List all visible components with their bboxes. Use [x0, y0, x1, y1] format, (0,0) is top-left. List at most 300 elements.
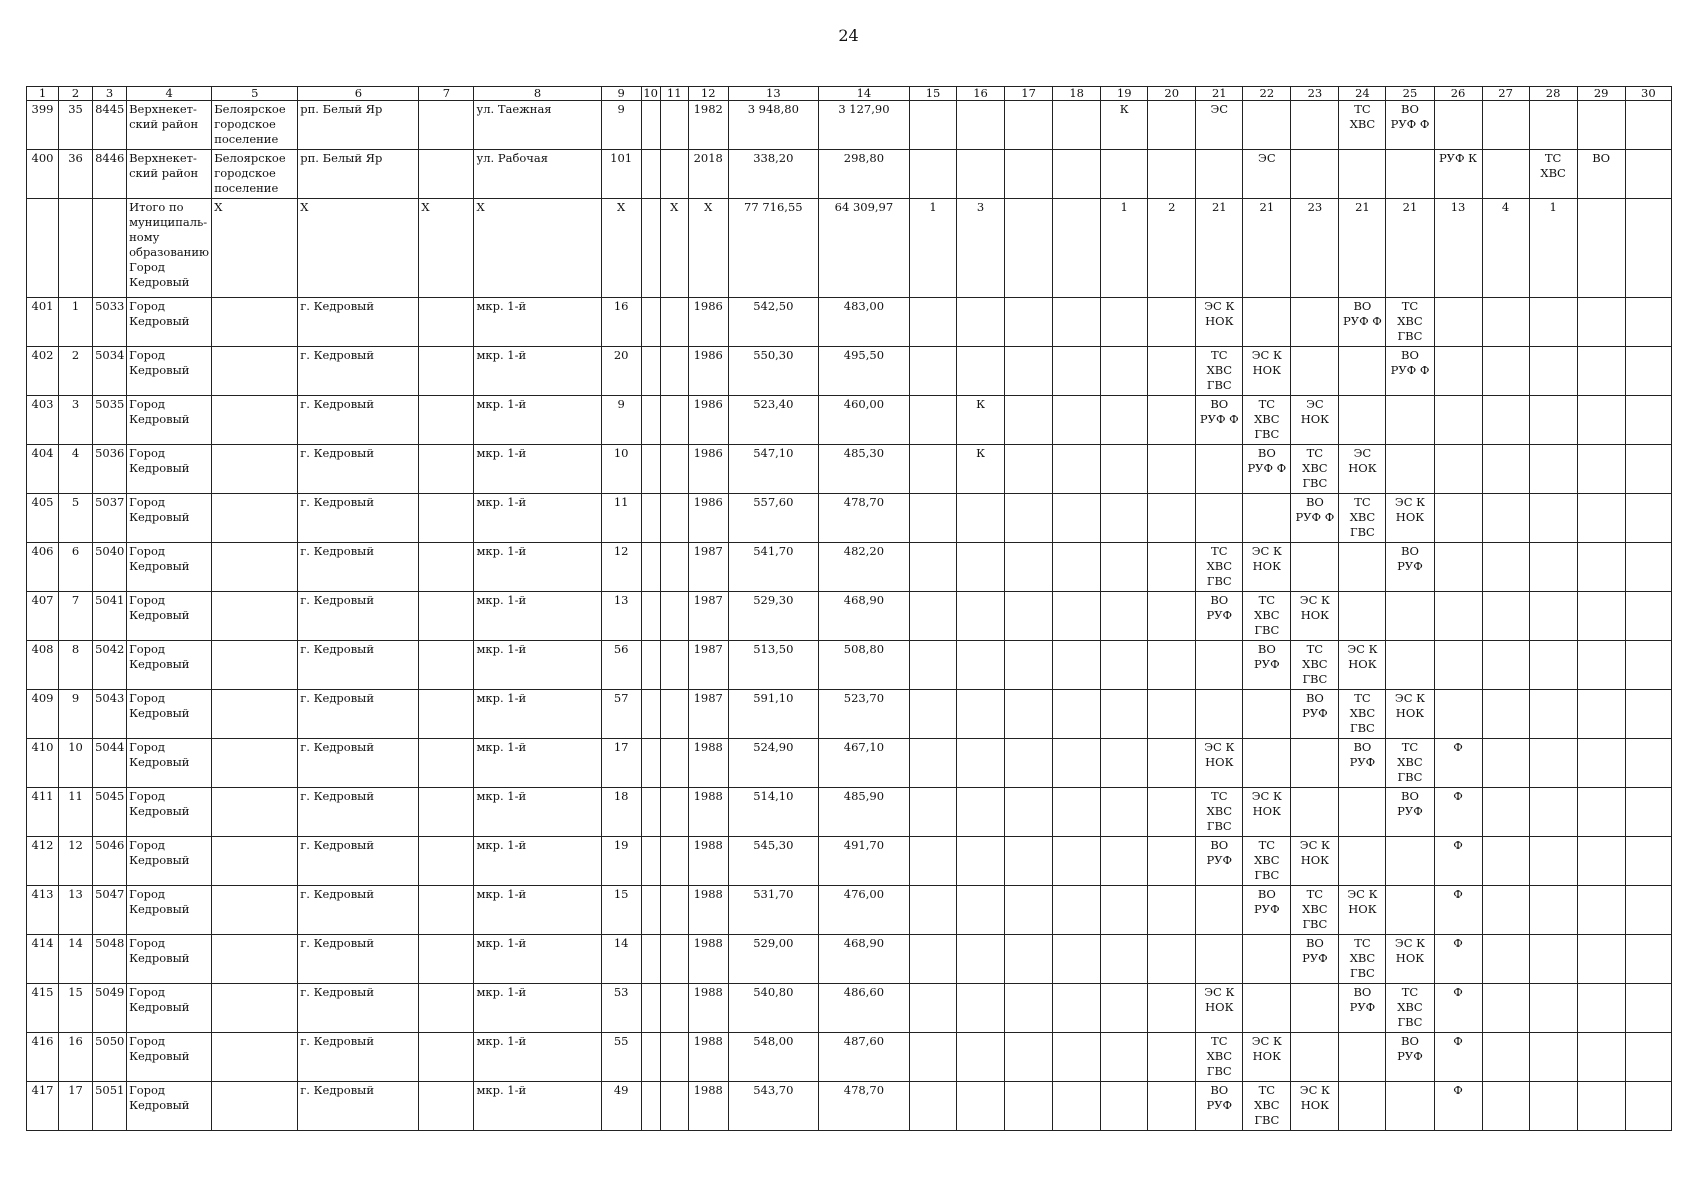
cell-house-number: 15 [601, 886, 641, 935]
cell-row-no: 412 [27, 837, 59, 886]
cell-col-22: ЭС К НОК [1243, 788, 1291, 837]
cell-settlement [212, 347, 298, 396]
column-header-8: 8 [474, 87, 601, 101]
cell-local-no: 1 [59, 298, 93, 347]
cell-col-25 [1386, 641, 1434, 690]
cell-house-number: 57 [601, 690, 641, 739]
cell-local-no: 36 [59, 150, 93, 199]
cell-col-11 [660, 445, 688, 494]
cell-house-id: 5034 [93, 347, 127, 396]
cell-col-25: ТС ХВС ГВС [1386, 298, 1434, 347]
cell-settlement [212, 641, 298, 690]
table-row [27, 1082, 1672, 1131]
cell-house-number: 9 [601, 396, 641, 445]
cell-house-number: 19 [601, 837, 641, 886]
cell-settlement [212, 690, 298, 739]
cell-col-21 [1196, 494, 1243, 543]
page-number: 24 [838, 26, 859, 45]
cell-year-built: Х [688, 199, 728, 298]
cell-street-type [419, 984, 474, 1033]
cell-settlement: Белоярское городское поселение [212, 150, 298, 199]
cell-house-number: 101 [601, 150, 641, 199]
cell-col-28 [1529, 984, 1577, 1033]
cell-col-26 [1434, 592, 1482, 641]
cell-street: мкр. 1-й [474, 886, 601, 935]
cell-col-30 [1625, 935, 1671, 984]
cell-col-29 [1577, 298, 1625, 347]
cell-col-17 [1005, 150, 1053, 199]
cell-col-26: Ф [1434, 935, 1482, 984]
cell-house-id: 5041 [93, 592, 127, 641]
cell-col-27 [1482, 101, 1529, 150]
cell-street: ул. Рабочая [474, 150, 601, 199]
cell-total-area: 523,40 [728, 396, 818, 445]
cell-municipality: Город Кедровый [127, 1082, 212, 1131]
cell-year-built: 1986 [688, 298, 728, 347]
cell-col-24 [1339, 788, 1386, 837]
cell-municipality: Город Кедровый [127, 984, 212, 1033]
cell-col-11 [660, 150, 688, 199]
cell-total-area: 529,00 [728, 935, 818, 984]
cell-col-10 [641, 150, 660, 199]
cell-house-number: 56 [601, 641, 641, 690]
cell-total-area: 547,10 [728, 445, 818, 494]
cell-col-24: 21 [1339, 199, 1386, 298]
cell-row-no: 401 [27, 298, 59, 347]
cell-col-22: ЭС К НОК [1243, 543, 1291, 592]
cell-col-10 [641, 837, 660, 886]
cell-col-26 [1434, 347, 1482, 396]
cell-col-15 [909, 837, 956, 886]
cell-col-10 [641, 984, 660, 1033]
cell-col-11 [660, 984, 688, 1033]
cell-settlement [212, 1033, 298, 1082]
cell-total-area: 524,90 [728, 739, 818, 788]
cell-col-24: ВО РУФ [1339, 984, 1386, 1033]
cell-col-18 [1053, 886, 1101, 935]
cell-col-19 [1101, 984, 1148, 1033]
cell-col-30 [1625, 543, 1671, 592]
cell-settlement [212, 396, 298, 445]
cell-total-area: 540,80 [728, 984, 818, 1033]
column-header-28: 28 [1529, 87, 1577, 101]
cell-street: мкр. 1-й [474, 1033, 601, 1082]
cell-col-21: ЭС К НОК [1196, 298, 1243, 347]
cell-col-26 [1434, 690, 1482, 739]
cell-col-18 [1053, 984, 1101, 1033]
cell-house-id: 5051 [93, 1082, 127, 1131]
table-row [27, 641, 1672, 690]
cell-col-15 [909, 886, 956, 935]
cell-col-27 [1482, 739, 1529, 788]
cell-settlement [212, 739, 298, 788]
cell-row-no: 399 [27, 101, 59, 150]
cell-street: Х [474, 199, 601, 298]
cell-municipality: Город Кедровый [127, 347, 212, 396]
cell-col-19 [1101, 445, 1148, 494]
cell-col-11 [660, 886, 688, 935]
cell-col-29 [1577, 199, 1625, 298]
cell-settlement [212, 1082, 298, 1131]
cell-col-29 [1577, 935, 1625, 984]
cell-col-18 [1053, 641, 1101, 690]
cell-col-27 [1482, 788, 1529, 837]
cell-col-21: 21 [1196, 199, 1243, 298]
table-row [27, 347, 1672, 396]
cell-locality: г. Кедровый [298, 298, 419, 347]
cell-col-24 [1339, 543, 1386, 592]
cell-col-26: Ф [1434, 1082, 1482, 1131]
cell-locality: г. Кедровый [298, 347, 419, 396]
cell-street-type [419, 592, 474, 641]
cell-street: мкр. 1-й [474, 592, 601, 641]
cell-street-type [419, 150, 474, 199]
cell-house-id: 5043 [93, 690, 127, 739]
cell-col-17 [1005, 690, 1053, 739]
cell-col-28 [1529, 298, 1577, 347]
cell-col-30 [1625, 788, 1671, 837]
cell-col-16 [957, 592, 1005, 641]
cell-municipality: Город Кедровый [127, 592, 212, 641]
cell-street-type [419, 1033, 474, 1082]
cell-col-22: ВО РУФ [1243, 641, 1291, 690]
cell-row-no: 410 [27, 739, 59, 788]
cell-locality: г. Кедровый [298, 1082, 419, 1131]
cell-house-id: 5049 [93, 984, 127, 1033]
cell-col-22: 21 [1243, 199, 1291, 298]
cell-col-29 [1577, 984, 1625, 1033]
column-header-23: 23 [1291, 87, 1339, 101]
cell-row-no: 400 [27, 150, 59, 199]
cell-street: мкр. 1-й [474, 543, 601, 592]
cell-col-11 [660, 396, 688, 445]
cell-year-built: 1986 [688, 494, 728, 543]
cell-total-area: 338,20 [728, 150, 818, 199]
cell-locality: г. Кедровый [298, 984, 419, 1033]
cell-total-area: 550,30 [728, 347, 818, 396]
cell-street: мкр. 1-й [474, 445, 601, 494]
cell-row-no: 409 [27, 690, 59, 739]
cell-col-21 [1196, 935, 1243, 984]
cell-row-no: 413 [27, 886, 59, 935]
cell-col-19 [1101, 150, 1148, 199]
cell-col-30 [1625, 347, 1671, 396]
column-header-10: 10 [641, 87, 660, 101]
total-row [27, 199, 1672, 298]
cell-row-no: 417 [27, 1082, 59, 1131]
cell-house-number: 17 [601, 739, 641, 788]
cell-house-number: 10 [601, 445, 641, 494]
cell-col-10 [641, 1033, 660, 1082]
cell-municipality: Город Кедровый [127, 739, 212, 788]
cell-col-27 [1482, 150, 1529, 199]
cell-total-area: 541,70 [728, 543, 818, 592]
cell-street: мкр. 1-й [474, 935, 601, 984]
cell-living-area: 64 309,97 [818, 199, 909, 298]
column-header-21: 21 [1196, 87, 1243, 101]
cell-street-type [419, 739, 474, 788]
cell-col-27 [1482, 592, 1529, 641]
cell-col-25 [1386, 592, 1434, 641]
cell-street-type [419, 690, 474, 739]
cell-col-30 [1625, 101, 1671, 150]
cell-house-number: 53 [601, 984, 641, 1033]
cell-year-built: 1988 [688, 984, 728, 1033]
cell-house-id: 5050 [93, 1033, 127, 1082]
cell-settlement: Х [212, 199, 298, 298]
cell-year-built: 2018 [688, 150, 728, 199]
cell-living-area: 482,20 [818, 543, 909, 592]
cell-street-type [419, 1082, 474, 1131]
cell-total-area: 529,30 [728, 592, 818, 641]
cell-col-16 [957, 788, 1005, 837]
cell-living-area: 486,60 [818, 984, 909, 1033]
cell-col-26 [1434, 396, 1482, 445]
cell-col-30 [1625, 984, 1671, 1033]
cell-locality: г. Кедровый [298, 543, 419, 592]
cell-col-23: ТС ХВС ГВС [1291, 641, 1339, 690]
cell-col-21 [1196, 150, 1243, 199]
cell-col-21: ЭС [1196, 101, 1243, 150]
cell-col-11 [660, 641, 688, 690]
column-header-7: 7 [419, 87, 474, 101]
cell-col-20 [1148, 690, 1196, 739]
cell-col-22 [1243, 935, 1291, 984]
cell-col-28 [1529, 494, 1577, 543]
cell-col-27 [1482, 984, 1529, 1033]
cell-col-24: ЭС НОК [1339, 445, 1386, 494]
cell-locality: г. Кедровый [298, 837, 419, 886]
cell-col-27: 4 [1482, 199, 1529, 298]
cell-col-25 [1386, 886, 1434, 935]
cell-col-11 [660, 298, 688, 347]
cell-settlement [212, 543, 298, 592]
cell-col-25 [1386, 1082, 1434, 1131]
cell-col-26 [1434, 494, 1482, 543]
cell-living-area: 478,70 [818, 1082, 909, 1131]
cell-locality: г. Кедровый [298, 494, 419, 543]
cell-local-no: 8 [59, 641, 93, 690]
cell-row-no: 402 [27, 347, 59, 396]
cell-col-25: ЭС К НОК [1386, 494, 1434, 543]
cell-col-19 [1101, 641, 1148, 690]
cell-col-21: ЭС К НОК [1196, 739, 1243, 788]
cell-living-area: 491,70 [818, 837, 909, 886]
cell-col-17 [1005, 101, 1053, 150]
cell-house-id: 5044 [93, 739, 127, 788]
cell-house-number: 16 [601, 298, 641, 347]
cell-col-19 [1101, 1082, 1148, 1131]
cell-col-29 [1577, 837, 1625, 886]
cell-year-built: 1988 [688, 837, 728, 886]
cell-house-number: 12 [601, 543, 641, 592]
cell-municipality: Город Кедровый [127, 788, 212, 837]
cell-col-23 [1291, 347, 1339, 396]
cell-year-built: 1987 [688, 641, 728, 690]
cell-col-18 [1053, 739, 1101, 788]
cell-col-20 [1148, 641, 1196, 690]
cell-locality: г. Кедровый [298, 641, 419, 690]
cell-col-24 [1339, 347, 1386, 396]
cell-col-10 [641, 886, 660, 935]
cell-col-18 [1053, 837, 1101, 886]
cell-col-25 [1386, 837, 1434, 886]
cell-col-10 [641, 641, 660, 690]
cell-col-15 [909, 935, 956, 984]
column-header-18: 18 [1053, 87, 1101, 101]
cell-col-23 [1291, 543, 1339, 592]
cell-col-21: ЭС К НОК [1196, 984, 1243, 1033]
cell-row-no: 408 [27, 641, 59, 690]
cell-col-19 [1101, 837, 1148, 886]
cell-col-27 [1482, 690, 1529, 739]
cell-col-22 [1243, 298, 1291, 347]
cell-total-area: 513,50 [728, 641, 818, 690]
cell-col-25 [1386, 150, 1434, 199]
cell-col-11 [660, 739, 688, 788]
cell-year-built: 1988 [688, 1033, 728, 1082]
cell-col-27 [1482, 347, 1529, 396]
cell-col-10 [641, 739, 660, 788]
cell-living-area: 485,90 [818, 788, 909, 837]
cell-col-10 [641, 347, 660, 396]
cell-year-built: 1986 [688, 396, 728, 445]
cell-col-20 [1148, 347, 1196, 396]
column-header-13: 13 [728, 87, 818, 101]
cell-house-number: 49 [601, 1082, 641, 1131]
cell-col-29: ВО [1577, 150, 1625, 199]
cell-col-30 [1625, 837, 1671, 886]
cell-col-30 [1625, 494, 1671, 543]
cell-col-23: 23 [1291, 199, 1339, 298]
cell-year-built: 1988 [688, 788, 728, 837]
cell-total-area: 514,10 [728, 788, 818, 837]
cell-settlement [212, 935, 298, 984]
cell-col-23: ЭС К НОК [1291, 837, 1339, 886]
cell-street: мкр. 1-й [474, 396, 601, 445]
column-header-1: 1 [27, 87, 59, 101]
cell-col-18 [1053, 1082, 1101, 1131]
column-header-16: 16 [957, 87, 1005, 101]
cell-living-area: 508,80 [818, 641, 909, 690]
column-header-9: 9 [601, 87, 641, 101]
cell-col-26 [1434, 298, 1482, 347]
cell-col-27 [1482, 445, 1529, 494]
cell-house-number: Х [601, 199, 641, 298]
cell-col-25: ВО РУФ Ф [1386, 101, 1434, 150]
cell-col-20 [1148, 739, 1196, 788]
cell-municipality: Город Кедровый [127, 298, 212, 347]
cell-col-16 [957, 347, 1005, 396]
cell-col-23 [1291, 788, 1339, 837]
cell-row-no: 416 [27, 1033, 59, 1082]
cell-col-29 [1577, 886, 1625, 935]
table-row [27, 739, 1672, 788]
cell-col-16 [957, 543, 1005, 592]
cell-year-built: 1988 [688, 739, 728, 788]
cell-col-22 [1243, 690, 1291, 739]
cell-col-20 [1148, 543, 1196, 592]
cell-col-11 [660, 1033, 688, 1082]
cell-street-type [419, 101, 474, 150]
cell-col-24: ЭС К НОК [1339, 886, 1386, 935]
cell-col-18 [1053, 199, 1101, 298]
column-header-20: 20 [1148, 87, 1196, 101]
cell-col-15 [909, 1033, 956, 1082]
cell-col-10 [641, 690, 660, 739]
cell-col-24 [1339, 150, 1386, 199]
cell-col-22: ЭС [1243, 150, 1291, 199]
cell-col-17 [1005, 592, 1053, 641]
column-header-2: 2 [59, 87, 93, 101]
table-row [27, 690, 1672, 739]
cell-col-28 [1529, 101, 1577, 150]
cell-total-area: 3 948,80 [728, 101, 818, 150]
cell-house-id: 8445 [93, 101, 127, 150]
table-row [27, 1033, 1672, 1082]
cell-col-24 [1339, 1082, 1386, 1131]
cell-total-area: 543,70 [728, 1082, 818, 1131]
cell-col-20 [1148, 101, 1196, 150]
cell-col-28 [1529, 641, 1577, 690]
cell-living-area: 485,30 [818, 445, 909, 494]
cell-total-area: 557,60 [728, 494, 818, 543]
cell-col-15 [909, 543, 956, 592]
cell-street-type [419, 494, 474, 543]
cell-local-no: 35 [59, 101, 93, 150]
cell-col-21: ВО РУФ [1196, 1082, 1243, 1131]
cell-col-28 [1529, 592, 1577, 641]
cell-local-no: 14 [59, 935, 93, 984]
table-row [27, 150, 1672, 199]
cell-col-10 [641, 494, 660, 543]
cell-municipality: Город Кедровый [127, 690, 212, 739]
cell-living-area: 468,90 [818, 592, 909, 641]
cell-street-type: Х [419, 199, 474, 298]
cell-col-17 [1005, 788, 1053, 837]
cell-col-18 [1053, 1033, 1101, 1082]
cell-col-19 [1101, 690, 1148, 739]
cell-house-id: 5033 [93, 298, 127, 347]
cell-house-id: 5035 [93, 396, 127, 445]
cell-col-16 [957, 101, 1005, 150]
cell-house-id [93, 199, 127, 298]
cell-col-18 [1053, 396, 1101, 445]
cell-col-21: ВО РУФ [1196, 837, 1243, 886]
cell-col-30 [1625, 150, 1671, 199]
cell-col-22: ЭС К НОК [1243, 347, 1291, 396]
cell-settlement [212, 788, 298, 837]
cell-col-15 [909, 592, 956, 641]
cell-col-21: ТС ХВС ГВС [1196, 543, 1243, 592]
cell-col-10 [641, 445, 660, 494]
cell-year-built: 1986 [688, 347, 728, 396]
cell-house-id: 5037 [93, 494, 127, 543]
cell-col-15 [909, 347, 956, 396]
cell-locality: г. Кедровый [298, 690, 419, 739]
cell-row-no: 404 [27, 445, 59, 494]
cell-col-30 [1625, 690, 1671, 739]
cell-year-built: 1987 [688, 690, 728, 739]
cell-col-29 [1577, 347, 1625, 396]
cell-year-built: 1982 [688, 101, 728, 150]
column-header-5: 5 [212, 87, 298, 101]
cell-col-16 [957, 494, 1005, 543]
cell-house-id: 5040 [93, 543, 127, 592]
cell-street-type [419, 543, 474, 592]
cell-col-24: ВО РУФ Ф [1339, 298, 1386, 347]
cell-living-area: 3 127,90 [818, 101, 909, 150]
